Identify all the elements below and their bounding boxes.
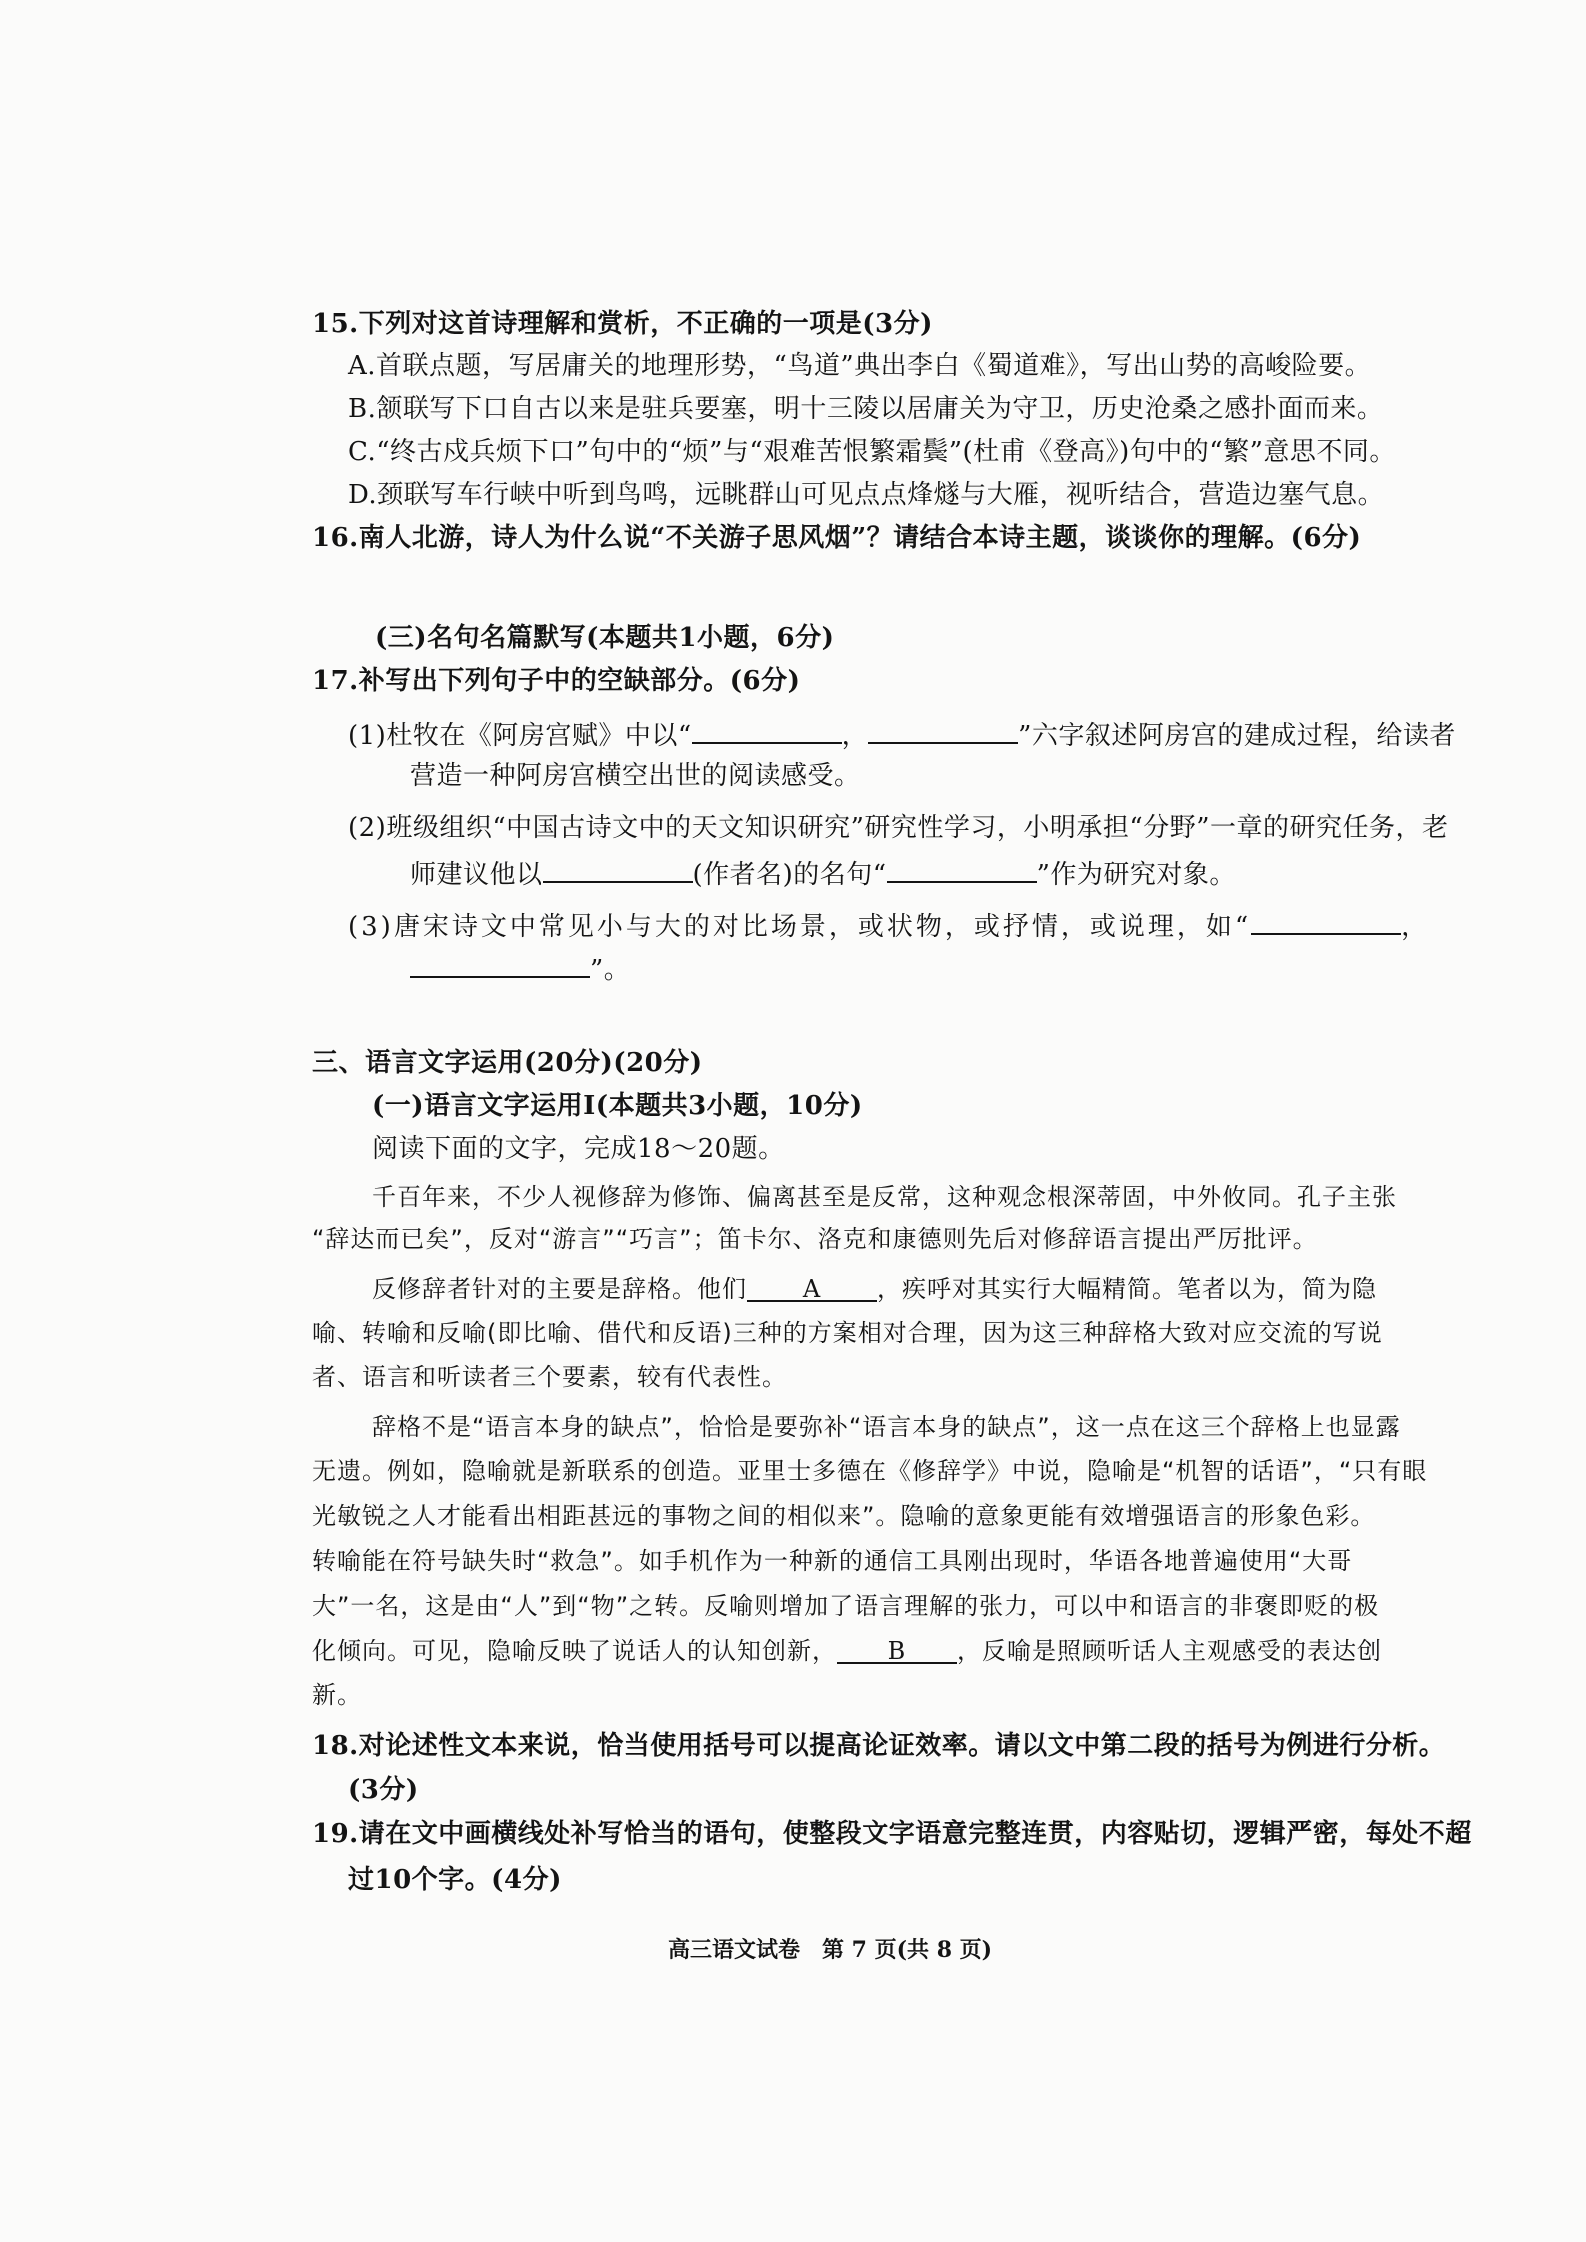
q17-part2-line1: (2)班级组织“中国古诗文中的天文知识研究”研究性学习，小明承担“分野”一章的研究任务，老 <box>348 813 1449 843</box>
q17-part3-comma: ， <box>1401 912 1431 942</box>
q18-stem-line2: (3分) <box>348 1775 419 1805</box>
q17-part1-line2: 营造一种阿房宫横空出世的阅读感受。 <box>410 761 861 791</box>
q18-stem-line1: 18.对论述性文本来说，恰当使用括号可以提高论证效率。请以文中第二段的括号为例进行分析。 <box>312 1731 1446 1761</box>
passage-line-1: 千百年来，不少人视修辞为修饰、偏离甚至是反常，这种观念根深蒂固，中外攸同。孔子主张 <box>372 1183 1397 1211</box>
passage-line-3-post: ，疾呼对其实行大幅精简。笔者以为，简为隐 <box>877 1275 1377 1303</box>
q17-blank-3[interactable] <box>543 853 693 883</box>
q17-part2-mid: (作者名)的名句“ <box>692 860 887 890</box>
q17-part3-end: ”。 <box>590 955 631 985</box>
passage-line-11 <box>312 1634 1382 1668</box>
page-footer: 高三语文试卷 第 7 页(共 8 页) <box>668 1937 993 1963</box>
q17-blank-1[interactable] <box>692 714 842 744</box>
q15-option-c: C.“终古戍兵烦下口”句中的“烦”与“艰难苦恨繁霜鬓”(杜甫《登高》)句中的“繁”意思不同。 <box>348 437 1396 467</box>
q15-option-b: B.颔联写下口自古以来是驻兵要塞，明十三陵以居庸关为守卫，历史沧桑之感扑面而来。 <box>348 394 1384 424</box>
q16-stem: 16.南人北游，诗人为什么说“不关游子思风烟”？请结合本诗主题，谈谈你的理解。(6分) <box>312 523 1362 553</box>
passage-line-8: 光敏锐之人才能看出相距甚远的事物之间的相似来”。隐喻的意象更能有效增强语言的形象色彩。 <box>312 1502 1376 1530</box>
passage-line-5: 者、语言和听读者三个要素，较有代表性。 <box>312 1363 787 1391</box>
passage-line-4: 喻、转喻和反喻(即比喻、借代和反语)三种的方案相对合理，因为这三种辞格大致对应交流的写说 <box>312 1319 1383 1347</box>
q17-stem: 17.补写出下列句子中的空缺部分。(6分) <box>312 666 801 696</box>
q17-part2-post: ”作为研究对象。 <box>1036 860 1236 890</box>
q17-part3-pre: (3)唐宋诗文中常见小与大的对比场景，或状物，或抒情，或说理，如“ <box>348 912 1252 942</box>
passage-line-9: 转喻能在符号缺失时“救急”。如手机作为一种新的通信工具刚出现时，华语各地普遍使用“大哥 <box>312 1547 1353 1575</box>
blank-b[interactable]: B <box>837 1634 957 1664</box>
q15-option-a: A.首联点题，写居庸关的地理形势，“鸟道”典出李白《蜀道难》，写出山势的高峻险要。 <box>348 351 1372 381</box>
passage-line-3 <box>372 1272 1377 1306</box>
passage-line-11-pre: 化倾向。可见，隐喻反映了说话人的认知创新， <box>312 1637 837 1665</box>
q15-option-d: D.颈联写车行峡中听到鸟鸣，远眺群山可见点点烽燧与大雁，视听结合，营造边塞气息。 <box>348 480 1385 510</box>
passage-line-6: 辞格不是“语言本身的缺点”，恰恰是要弥补“语言本身的缺点”，这一点在这三个辞格上也显露 <box>372 1413 1401 1441</box>
q19-stem-line1: 19.请在文中画横线处补写恰当的语句，使整段文字语意完整连贯，内容贴切，逻辑严密，每处不超 <box>312 1819 1472 1849</box>
blank-a[interactable]: A <box>747 1272 877 1302</box>
q17-part3-line2 <box>410 948 630 988</box>
q17-blank-5[interactable] <box>1251 905 1401 935</box>
passage-line-12: 新。 <box>312 1681 362 1709</box>
q17-part1-pre: (1)杜牧在《阿房宫赋》中以“ <box>348 721 692 751</box>
passage-line-2: “辞达而已矣”，反对“游言”“巧言”；笛卡尔、洛克和康德则先后对修辞语言提出严厉批评。 <box>312 1225 1318 1253</box>
q17-part1-line1 <box>348 714 1456 754</box>
q17-part2-line2 <box>410 853 1236 893</box>
q19-stem-line2: 过10个字。(4分) <box>348 1865 562 1895</box>
q17-blank-2[interactable] <box>868 714 1018 744</box>
q17-part1-comma: ， <box>841 721 869 751</box>
passage-line-10: 大”一名，这是由“人”到“物”之转。反喻则增加了语言理解的张力，可以中和语言的非褒即贬的极 <box>312 1592 1380 1620</box>
passage-line-3-pre: 反修辞者针对的主要是辞格。他们 <box>372 1275 747 1303</box>
q17-part3-line1 <box>348 905 1430 945</box>
part3-subsection-heading: (一)语言文字运用Ⅰ(本题共3小题，10分) <box>372 1091 863 1121</box>
section-dictation-heading: (三)名句名篇默写(本题共1小题，6分) <box>375 623 835 653</box>
q17-part1-post: ”六字叙述阿房宫的建成过程，给读者 <box>1018 721 1456 751</box>
q17-part2-pre: 师建议他以 <box>410 860 543 890</box>
q17-blank-6[interactable] <box>410 948 590 978</box>
passage-line-11-post: ，反喻是照顾听话人主观感受的表达创 <box>957 1637 1382 1665</box>
q15-stem: 15.下列对这首诗理解和赏析，不正确的一项是(3分) <box>312 309 933 339</box>
passage-line-7: 无遗。例如，隐喻就是新联系的创造。亚里士多德在《修辞学》中说，隐喻是“机智的话语”，“只有眼 <box>312 1457 1428 1485</box>
reading-instruction: 阅读下面的文字，完成18～20题。 <box>372 1134 785 1164</box>
part3-title: 三、语言文字运用(20分)(20分) <box>312 1048 703 1078</box>
q17-blank-4[interactable] <box>887 853 1037 883</box>
